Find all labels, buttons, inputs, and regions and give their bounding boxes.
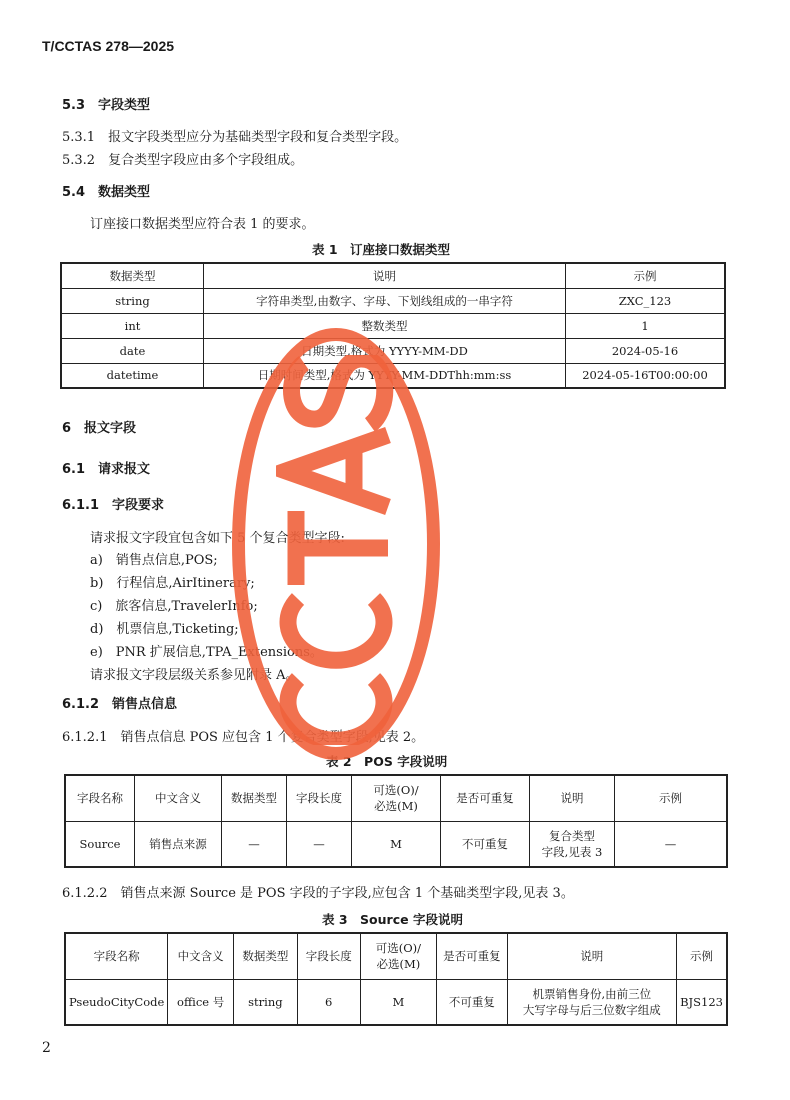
cell: string (233, 979, 297, 1025)
intro-text: 请求报文字段宜包含如下 5 个复合类型字段: (90, 531, 345, 546)
cell: M (360, 979, 437, 1025)
cell: 销售点来源 (135, 821, 222, 867)
table-3 (64, 932, 728, 1026)
clause-6-1-2-1: 6.1.2.1 销售点信息 POS 应包含 1 个复合类型字段,见表 2。 (62, 730, 425, 745)
cell: int (61, 313, 204, 338)
cell: 2024-05-16 (566, 338, 726, 363)
section-6-1-title: 6.1 请求报文 (62, 462, 151, 477)
cell: Source (65, 821, 135, 867)
table-row (61, 363, 725, 388)
th: 示例 (615, 775, 728, 821)
th: 数据类型 (222, 775, 287, 821)
table-2 (64, 774, 728, 868)
th: 中文含义 (135, 775, 222, 821)
th: 字段名称 (65, 775, 135, 821)
section-5-4-title: 5.4 数据类型 (62, 185, 151, 200)
cell: PseudoCityCode (65, 979, 168, 1025)
outro-text: 请求报文字段层级关系参见附录 A。 (90, 668, 299, 683)
th: 是否可重复 (437, 933, 507, 979)
clause-6-1-2-2: 6.1.2.2 销售点来源 Source 是 POS 字段的子字段,应包含 1 个基础类型字段,见表 3。 (62, 886, 574, 901)
th: 示例 (677, 933, 727, 979)
cell: 整数类型 (204, 313, 566, 338)
th (352, 775, 441, 821)
cell: 1 (566, 313, 726, 338)
section-5-4-text: 订座接口数据类型应符合表 1 的要求。 (90, 217, 315, 232)
page-number: 2 (42, 1040, 51, 1056)
table-1 (60, 262, 726, 389)
th-line: 可选(O)/ (375, 941, 422, 956)
list-item: e) PNR 扩展信息,TPA_Extensions。 (90, 645, 323, 660)
table3-caption: 表 3 Source 字段说明 (322, 912, 463, 927)
list-item: a) 销售点信息,POS; (90, 553, 218, 568)
cell: — (222, 821, 287, 867)
list-item: b) 行程信息,AirItinerary; (90, 576, 255, 591)
th-line: 必选(M) (376, 957, 421, 972)
cell: string (61, 288, 204, 313)
cell: 6 (297, 979, 360, 1025)
cell: date (61, 338, 204, 363)
cell: 日期时间类型,格式为 YYYY-MM-DDThh:mm:ss (204, 363, 566, 388)
cell: office 号 (168, 979, 234, 1025)
list-item: c) 旅客信息,TravelerInfo; (90, 599, 258, 614)
section-6-1-1-title: 6.1.1 字段要求 (62, 498, 165, 513)
cell: 2024-05-16T00:00:00 (566, 363, 726, 388)
th: 字段名称 (65, 933, 168, 979)
th: 说明 (507, 933, 677, 979)
stamp-letter-a (286, 435, 388, 507)
table1-caption: 表 1 订座接口数据类型 (312, 242, 451, 257)
clause-5-3-2: 5.3.2 复合类型字段应由多个字段组成。 (62, 153, 304, 168)
section-6-title: 6 报文字段 (62, 421, 137, 436)
table-row (61, 338, 725, 363)
cell: — (287, 821, 352, 867)
table-row (65, 979, 727, 1025)
stamp-letter-t (296, 511, 388, 585)
cell: datetime (61, 363, 204, 388)
th: 示例 (566, 263, 726, 288)
section-5-3-title: 5.3 字段类型 (62, 98, 151, 113)
section-6-1-2-title: 6.1.2 销售点信息 (62, 697, 178, 712)
th: 说明 (204, 263, 566, 288)
table-row (61, 288, 725, 313)
cell: ZXC_123 (566, 288, 726, 313)
th: 中文含义 (168, 933, 234, 979)
cell: — (615, 821, 728, 867)
th: 字段长度 (297, 933, 360, 979)
th: 数据类型 (233, 933, 297, 979)
cell: 日期类型,格式为 YYYY-MM-DD (204, 338, 566, 363)
doc-header: T/CCTAS 278—2025 (42, 38, 175, 54)
th: 是否可重复 (441, 775, 530, 821)
cell-line: 字段,见表 3 (541, 844, 603, 859)
cell: 不可重复 (437, 979, 507, 1025)
th: 说明 (530, 775, 615, 821)
th (360, 933, 437, 979)
clause-5-3-1: 5.3.1 报文字段类型应分为基础类型字段和复合类型字段。 (62, 130, 408, 145)
cell: 字符串类型,由数字、字母、下划线组成的一串字符 (204, 288, 566, 313)
cell-line: 复合类型 (549, 828, 595, 843)
cell: 不可重复 (441, 821, 530, 867)
list-item: d) 机票信息,Ticketing; (90, 622, 239, 637)
cell-line: 大写字母与后三位数字组成 (522, 1002, 661, 1017)
cell (507, 979, 677, 1025)
cell (530, 821, 615, 867)
cell: M (352, 821, 441, 867)
watermark-stamp-lettering (276, 355, 396, 745)
table-row (61, 313, 725, 338)
th: 数据类型 (61, 263, 204, 288)
th: 字段长度 (287, 775, 352, 821)
th-line: 可选(O)/ (373, 783, 419, 798)
table-row (65, 821, 727, 867)
cell-line: 机票销售身份,由前三位 (532, 986, 652, 1001)
table2-caption: 表 2 POS 字段说明 (326, 754, 448, 769)
th-line: 必选(M) (374, 799, 418, 814)
cell: BJS123 (677, 979, 727, 1025)
